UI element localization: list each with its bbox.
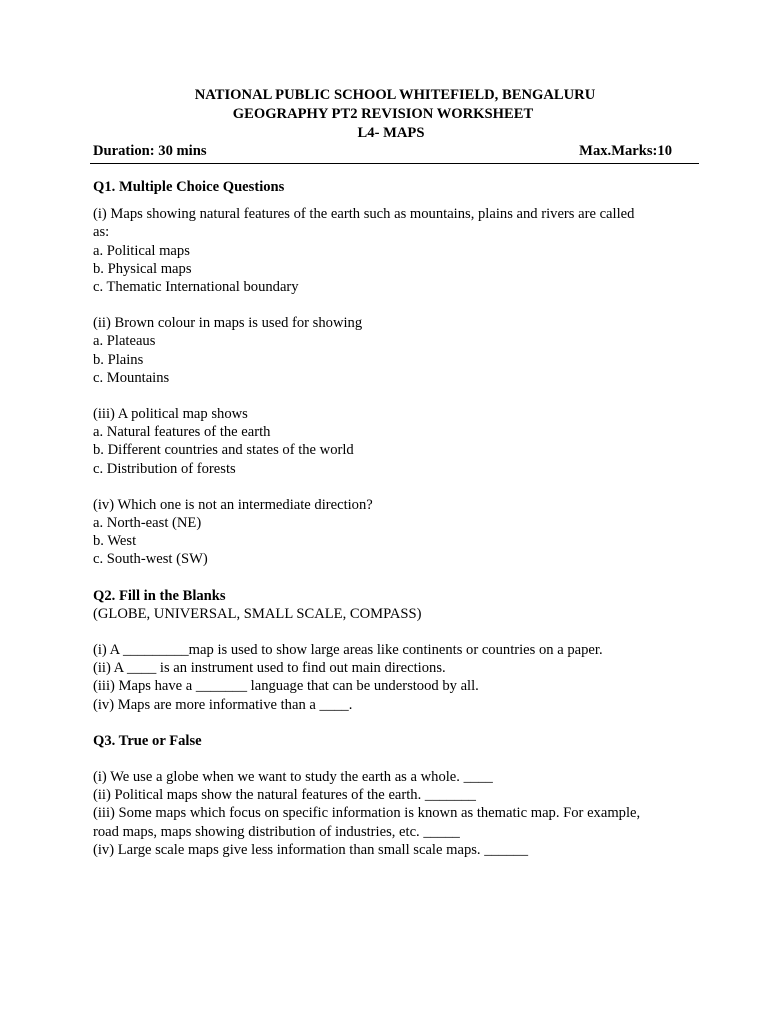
q2-item: (i) A _________map is used to show large areas like continents or countries on a paper.	[93, 642, 603, 659]
option: c. Distribution of forests	[93, 460, 236, 477]
option: b. West	[93, 533, 137, 550]
q3-item-cont: road maps, maps showing distribution of industries, etc. _____	[93, 823, 460, 840]
option: a. North-east (NE)	[93, 515, 202, 532]
worksheet-content	[93, 178, 683, 859]
q2-item: (iv) Maps are more informative than a ____.	[93, 696, 353, 713]
lesson-title: L4- MAPS	[357, 125, 425, 141]
exam-meta	[93, 142, 672, 160]
duration: Duration: 30 mins	[93, 143, 207, 159]
question-text: (ii) Brown colour in maps is used for showing	[93, 315, 363, 332]
max-marks: Max.Marks:10	[579, 143, 672, 159]
q1-item-1	[93, 205, 683, 296]
question-text: (iii) A political map shows	[93, 406, 248, 423]
q3-item: (iv) Large scale maps give less information than small scale maps. ______	[93, 841, 528, 858]
question-text: (i) Maps showing natural features of the earth such as mountains, plains and rivers are called	[93, 206, 635, 223]
q3-item: (i) We use a globe when we want to study the earth as a whole. ____	[93, 769, 493, 786]
document-header	[0, 86, 768, 143]
q1-item-2	[93, 314, 683, 387]
option: c. Mountains	[93, 369, 170, 386]
q2-item: (ii) A ____ is an instrument used to find out main directions.	[93, 660, 446, 677]
option: c. Thematic International boundary	[93, 279, 299, 296]
option: c. South-west (SW)	[93, 551, 208, 568]
q3-heading: Q3. True or False	[93, 732, 202, 749]
q2-word-bank: (GLOBE, UNIVERSAL, SMALL SCALE, COMPASS)	[93, 605, 422, 622]
q1-heading: Q1. Multiple Choice Questions	[93, 179, 285, 195]
q2-item: (iii) Maps have a _______ language that can be understood by all.	[93, 678, 479, 695]
q1-item-3	[93, 405, 683, 478]
q3-item: (iii) Some maps which focus on specific information is known as thematic map. For example,	[93, 805, 641, 822]
question-text-cont: as:	[93, 224, 110, 241]
worksheet-title: GEOGRAPHY PT2 REVISION WORKSHEET	[232, 106, 534, 122]
option: a. Plateaus	[93, 333, 156, 350]
option: b. Different countries and states of the world	[93, 442, 354, 459]
option: a. Natural features of the earth	[93, 424, 271, 441]
header-divider	[90, 163, 699, 164]
q1-item-4	[93, 496, 683, 569]
option: b. Physical maps	[93, 260, 192, 277]
school-name: NATIONAL PUBLIC SCHOOL WHITEFIELD, BENGALURU	[194, 87, 596, 103]
option: a. Political maps	[93, 242, 190, 259]
option: b. Plains	[93, 351, 144, 368]
q2-heading: Q2. Fill in the Blanks	[93, 587, 226, 604]
q3-item: (ii) Political maps show the natural features of the earth. _______	[93, 787, 476, 804]
question-text: (iv) Which one is not an intermediate direction?	[93, 496, 373, 513]
